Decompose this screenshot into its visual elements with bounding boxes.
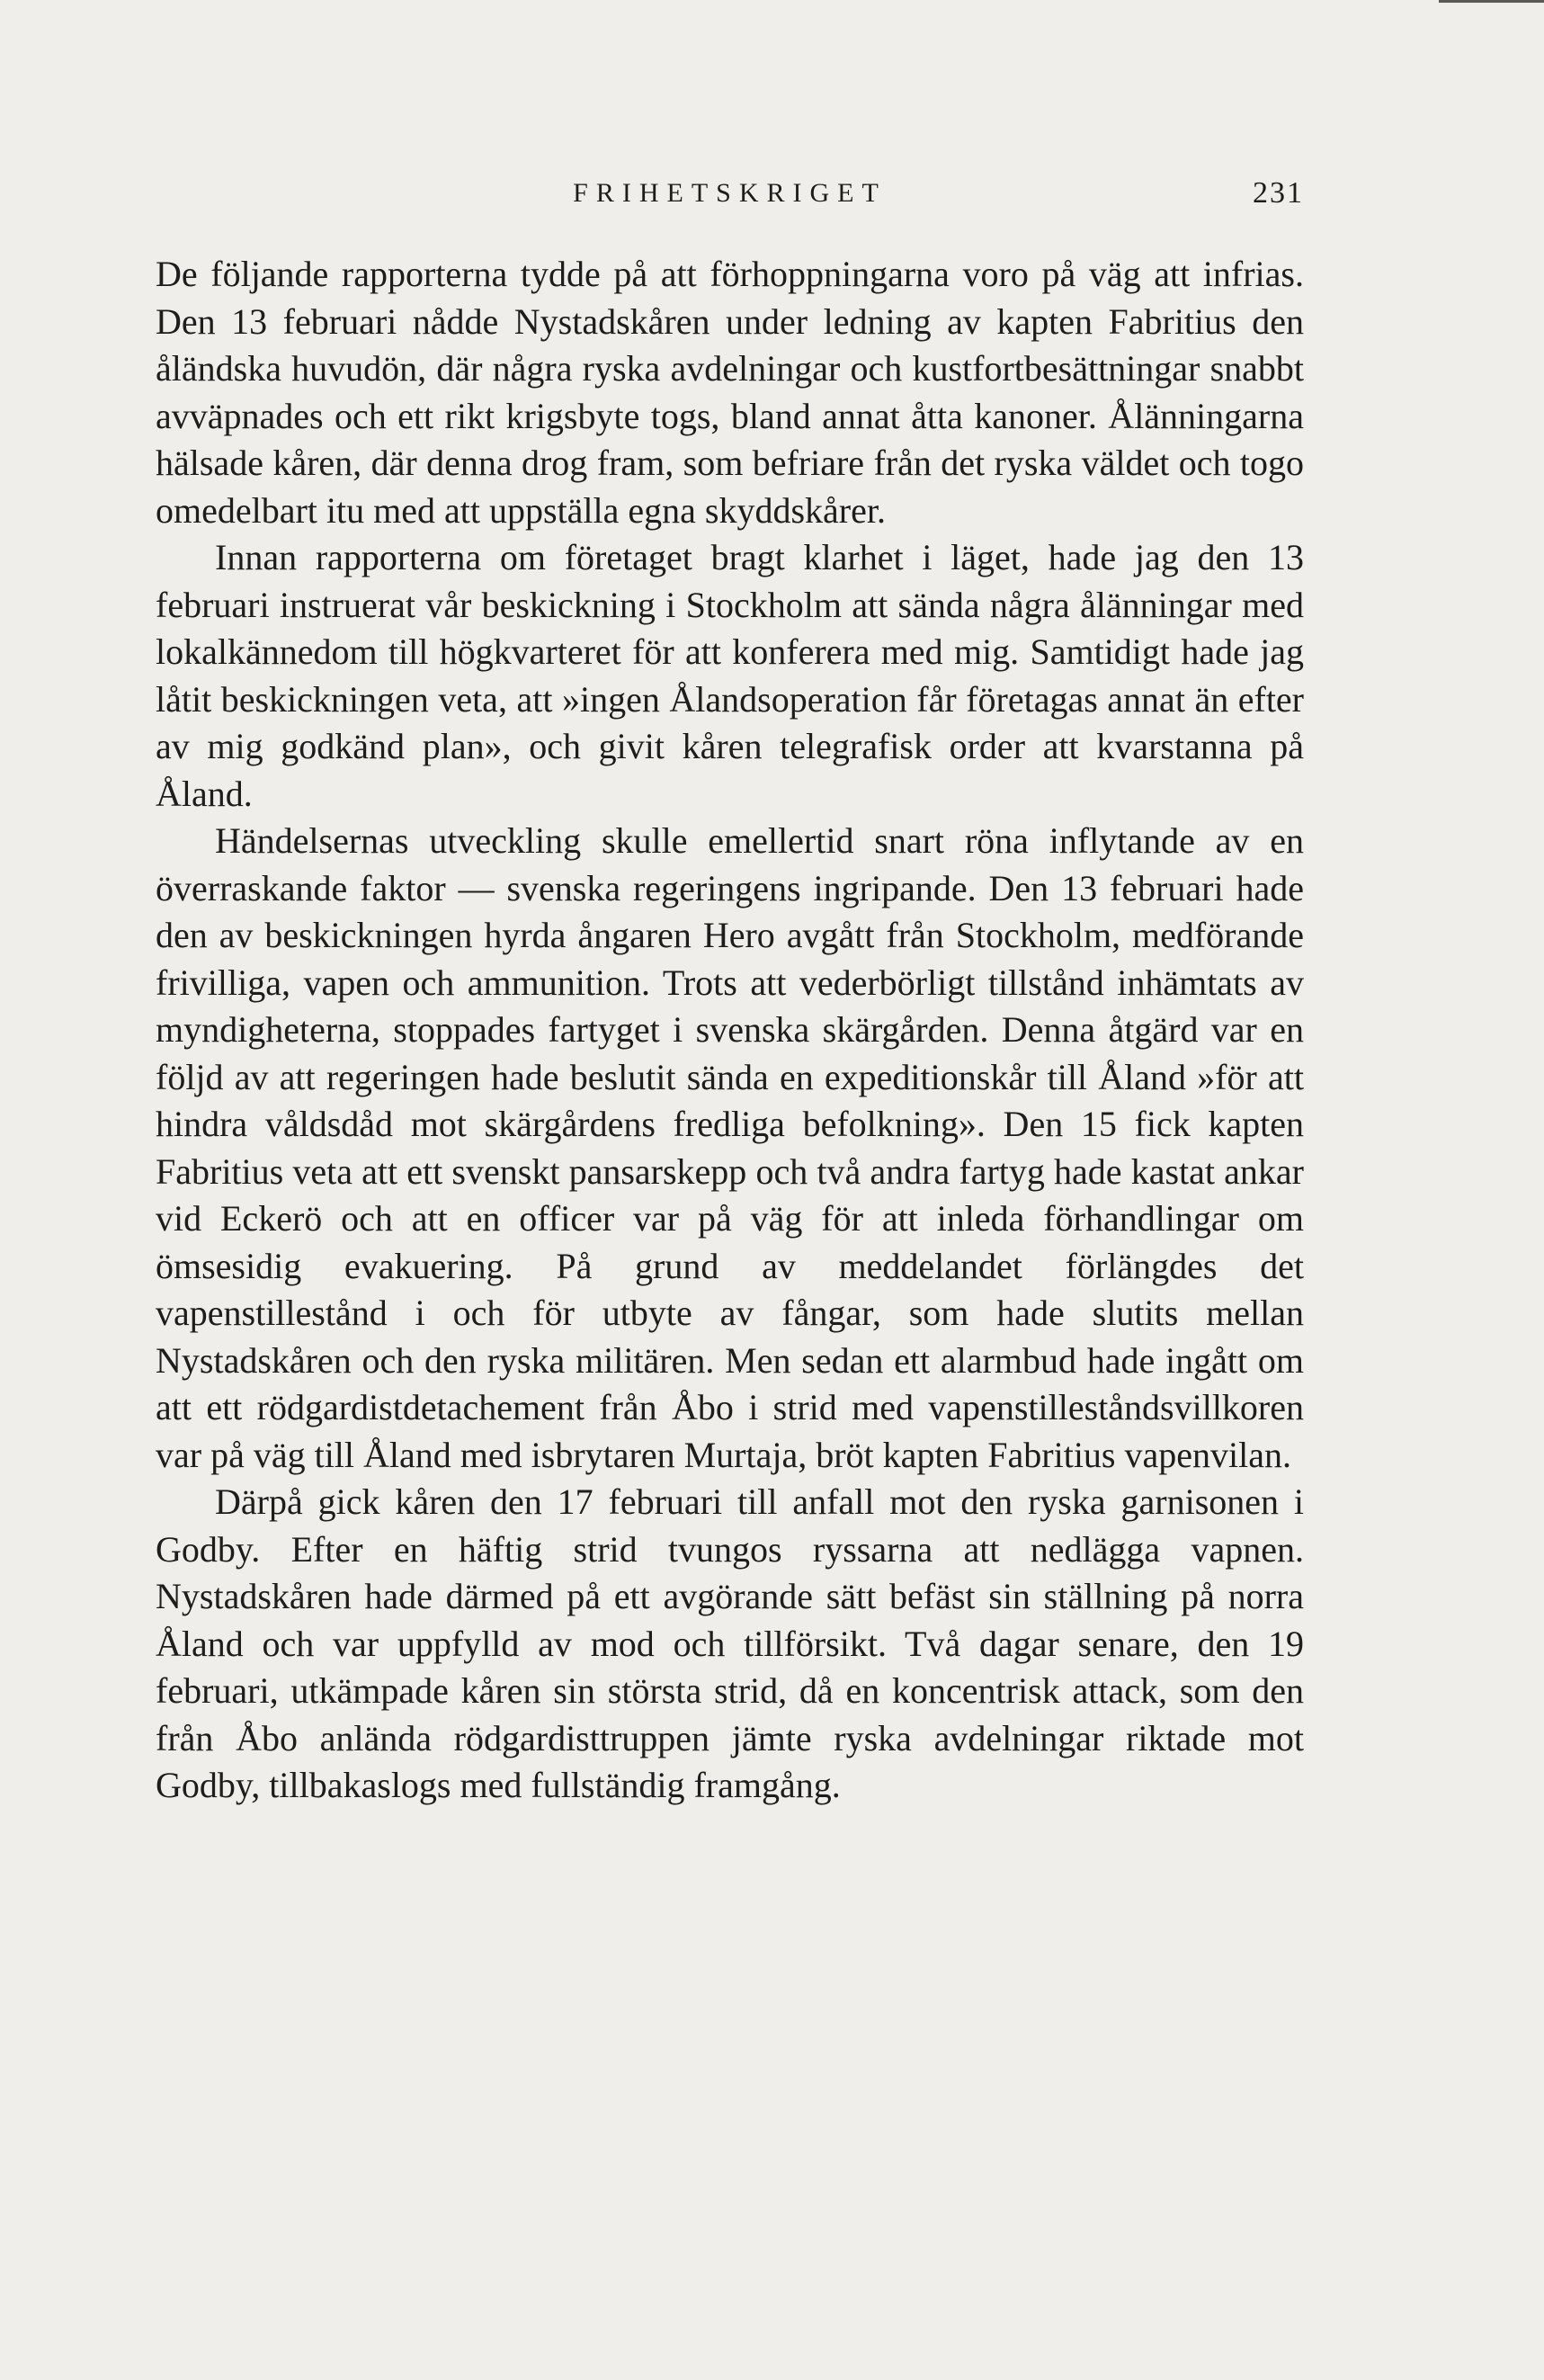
running-title: FRIHETSKRIGET xyxy=(573,178,887,208)
scan-edge-rule xyxy=(1439,0,1544,3)
paragraph-3: Händelsernas utveckling skulle emellertid snart röna inflytande av en överraskande faktor — svenska regeringens ingripande. Den 13 februari hade den av beskickningen hyrda ångaren Hero avgått från Stockholm, medförande frivilliga, vapen och ammunition. Trots att vederbörligt tillstånd inhämtats av myndigheterna, stoppades fartyget i svenska skärgården. Denna åtgärd var en följd av att regeringen hade beslutit sända en expeditionskår till Åland »för att hindra våldsdåd mot skärgårdens fredliga befolkning». Den 15 fick kapten Fabritius veta att ett svenskt pansarskepp och två andra fartyg hade kastat ankar vid Eckerö och att en officer var på väg för att inleda förhandlingar om ömsesidig evakuering. På grund av meddelandet förlängdes det vapenstillestånd i och för utbyte av fångar, som hade slutits mellan Nystadskåren och den ryska militären. Men sedan ett alarmbud hade ingått om att ett rödgardistdetachement från Åbo i strid med vapenstilleståndsvillkoren var på väg till Åland med isbrytaren Murtaja, bröt kapten Fabritius vapenvilan. xyxy=(156,820,1304,1475)
running-head xyxy=(156,175,1304,211)
paragraph-2: Innan rapporterna om företaget bragt klarhet i läget, hade jag den 13 februari instruerat vår beskickning i Stockholm att sända några ålänningar med lokalkännedom till högkvarteret för att konferera med mig. Samtidigt hade jag låtit beskickningen veta, att »ingen Ålandsoperation får företagas annat än efter av mig godkänd plan», och givit kåren telegrafisk order att kvarstanna på Åland. xyxy=(156,537,1304,814)
body-text xyxy=(156,251,1304,1810)
page-number: 231 xyxy=(1253,176,1304,210)
paragraph-1: De följande rapporterna tydde på att förhoppningarna voro på väg att infrias. Den 13 februari nådde Nystadskåren under ledning av kapten Fabritius den åländska huvudön, där några ryska avdelningar och kustfortbesättningar snabbt avväpnades och ett rikt krigsbyte togs, bland annat åtta kanoner. Ålänningarna hälsade kåren, där denna drog fram, som befriare från det ryska väldet och togo omedelbart itu med att uppställa egna skyddskårer. xyxy=(156,254,1304,531)
book-page xyxy=(156,175,1304,1810)
paragraph-4: Därpå gick kåren den 17 februari till anfall mot den ryska garnisonen i Godby. Efter en häftig strid tvungos ryssarna att nedlägga vapnen. Nystadskåren hade därmed på ett avgörande sätt befäst sin ställning på norra Åland och var uppfylld av mod och tillförsikt. Två dagar senare, den 19 februari, utkämpade kåren sin största strid, då en koncentrisk attack, som den från Åbo anlända rödgardisttruppen jämte ryska avdelningar riktade mot Godby, tillbakaslogs med fullständig framgång. xyxy=(156,1481,1304,1805)
